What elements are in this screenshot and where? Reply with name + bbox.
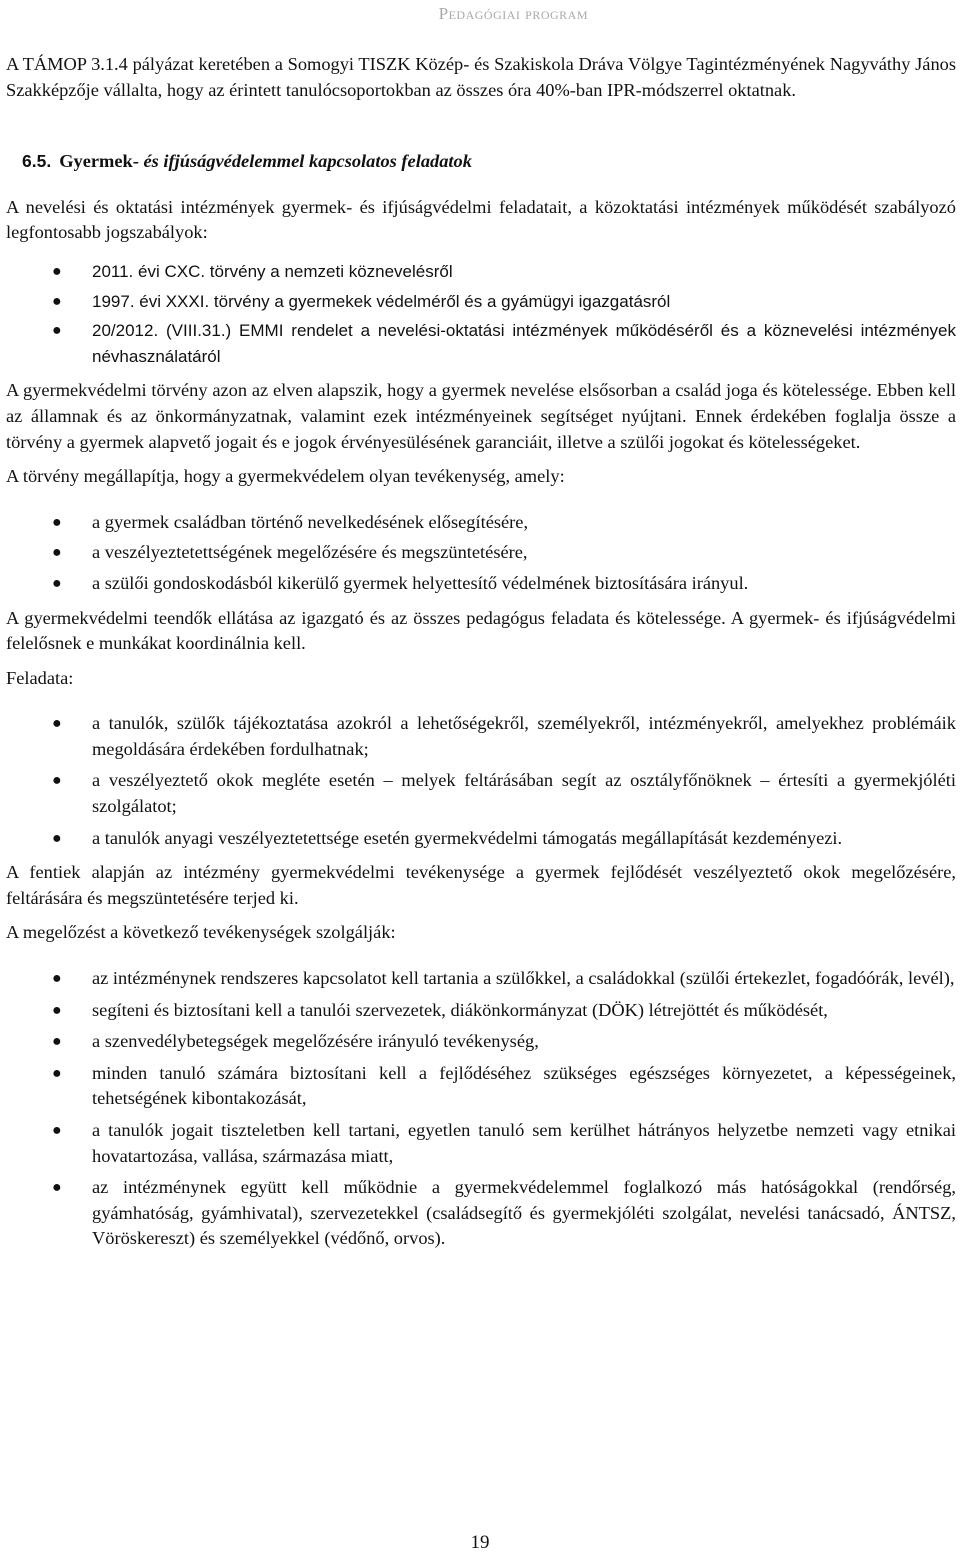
bullet-icon: ●: [52, 970, 62, 988]
page-number: 19: [470, 1532, 490, 1553]
list-item: [6, 826, 956, 852]
bullet-icon: ●: [52, 1001, 62, 1019]
list-item: [6, 571, 956, 597]
list-item: [6, 966, 956, 992]
section-title-part1: Gyermek-: [59, 151, 139, 172]
section-number: 6.5.: [22, 151, 52, 172]
section-heading: [6, 149, 956, 175]
bullet-icon: ●: [52, 1179, 62, 1197]
list-item-text: 1997. évi XXXI. törvény a gyermekek védelméről és a gyámügyi igazgatásról: [92, 291, 671, 311]
bullet-icon: ●: [52, 513, 62, 531]
list-item: [6, 998, 956, 1024]
list-item: [6, 1175, 956, 1252]
page-header-title: Pedagógiai program: [438, 4, 588, 23]
bullet-icon: ●: [52, 574, 62, 592]
list-item-text: 2011. évi CXC. törvény a nemzeti köznevelésről: [92, 261, 453, 281]
bullet-icon: ●: [52, 772, 62, 790]
list-item: [6, 540, 956, 566]
child-protection-paragraph: A gyermekvédelmi törvény azon az elven alapszik, hogy a gyermek nevelése elsősorban a család joga és kötelessége. Ebben kell az államnak és az önkormányzatnak, valamint ezek intézményeinek segítséget nyújtani. Ennek érdekében foglalja össze a törvény a gyermek alapvető jogait és e jogok érvényesülésének garanciáit, illetve a szülői jogokat és kötelességeket.: [6, 380, 956, 452]
list-item: [6, 1061, 956, 1112]
bullet-icon: ●: [52, 1122, 62, 1139]
list-item: [6, 768, 956, 819]
list-item-text: a tanulók jogait tiszteletben kell tartani, egyetlen tanuló sem kerülhet hátrányos helyzetbe nemzeti vagy etnikai hovatartozása, vallása, származása miatt,: [92, 1120, 956, 1166]
list-item-text: a szenvedélybetegségek megelőzésére irányuló tevékenység,: [92, 1031, 539, 1052]
bullet-icon: ●: [52, 1033, 62, 1051]
based-on-paragraph: A fentiek alapján az intézmény gyermekvédelmi tevékenysége a gyermek fejlődését veszélyeztető okok megelőzésére, feltárására és megszüntetésére terjed ki.: [6, 862, 956, 908]
bullet-icon: ●: [52, 322, 62, 340]
bullet-icon: ●: [52, 1064, 62, 1082]
list-item: [6, 318, 956, 369]
bullet-icon: ●: [52, 544, 62, 562]
list-item-text: segíteni és biztosítani kell a tanulói szervezetek, diákönkormányzat (DÖK) létrejöttét és működését,: [92, 999, 828, 1020]
list-item-text: az intézménynek együtt kell működnie a gyermekvédelemmel foglalkozó más hatóságokkal (rendőrség, gyámhatóság, gyámhivatal), szervezetekkel (családsegítő és gyermekjóléti szolgálat, nevelési tanácsadó, ÁNTSZ, Vöröskereszt) és személyekkel (védőnő, orvos).: [92, 1177, 956, 1249]
tasks-list: [6, 711, 956, 851]
list-item: [6, 510, 956, 536]
list-item-text: a tanulók anyagi veszélyeztetettsége esetén gyermekvédelmi támogatás megállapítását kezdeményezi.: [92, 827, 843, 848]
intro-paragraph: A TÁMOP 3.1.4 pályázat keretében a Somogyi TISZK Közép- és Szakiskola Dráva Völgye Tagintézményének Nagyváthy János Szakképzője vállalta, hogy az érintett tanulócsoportokban az összes óra 40%-ban IPR-módszerrel oktatnak.: [6, 54, 956, 100]
list-item: [6, 1029, 956, 1055]
list-item-text: 20/2012. (VIII.31.) EMMI rendelet a nevelési-oktatási intézmények működéséről és a köznevelési intézmények névhasználatáról: [92, 321, 956, 366]
list-item-text: a veszélyeztető okok megléte esetén – melyek feltárásában segít az osztályfőnöknek – értesíti a gyermekjóléti szolgálatot;: [92, 770, 956, 817]
list-item-text: a gyermek családban történő nevelkedésének elősegítésére,: [92, 511, 529, 532]
list-item: [6, 711, 956, 762]
list-item-text: a szülői gondoskodásból kikerülő gyermek helyettesítő védelmének biztosítására irányul.: [92, 572, 749, 593]
list-item: [6, 259, 956, 285]
prevention-list: [6, 966, 956, 1252]
bullet-icon: ●: [52, 829, 62, 847]
prevention-paragraph: A megelőzést a következő tevékenységek szolgálják:: [6, 922, 396, 943]
laws-intro-paragraph: [6, 195, 956, 246]
bullet-icon: ●: [52, 262, 62, 280]
duties-paragraph: A gyermekvédelmi teendők ellátása az igazgató és az összes pedagógus feladata és kötelessége. A gyermek- és ifjúságvédelmi felelősnek e munkákat koordinálnia kell.: [6, 607, 956, 654]
tasks-label: Feladata:: [6, 667, 74, 688]
list-item-text: a veszélyeztetettségének megelőzésére és megszüntetésére,: [92, 542, 528, 563]
list-item: [6, 1118, 956, 1169]
list-item: [6, 289, 956, 315]
laws-list: [6, 259, 956, 369]
laws-intro-text: A nevelési és oktatási intézmények gyermek- és ifjúságvédelmi feladatait, a közoktatási intézmények működését szabályozó legfontosabb jogszabályok:: [6, 196, 956, 243]
section-title-part2: és ifjúságvédelemmel kapcsolatos feladatok: [143, 151, 472, 172]
document-body: [6, 52, 956, 1258]
law-states-paragraph: A törvény megállapítja, hogy a gyermekvédelem olyan tevékenység, amely:: [6, 466, 565, 487]
list-item-text: a tanulók, szülők tájékoztatása azokról a lehetőségekről, személyekről, intézményekről, amelyekhez problémáik megoldására érdekében fordulhatnak;: [92, 713, 956, 759]
list-item-text: minden tanuló számára biztosítani kell a fejlődéséhez szükséges egészséges környezetet, a képességeinek, tehetségének kibontakozását,: [92, 1062, 956, 1109]
bullet-icon: ●: [52, 715, 62, 733]
bullet-icon: ●: [52, 292, 62, 310]
list-item-text: az intézménynek rendszeres kapcsolatot kell tartania a szülőkkel, a családokkal (szülői értekezlet, fogadóórák, levél),: [92, 968, 955, 989]
activities-list: [6, 510, 956, 597]
